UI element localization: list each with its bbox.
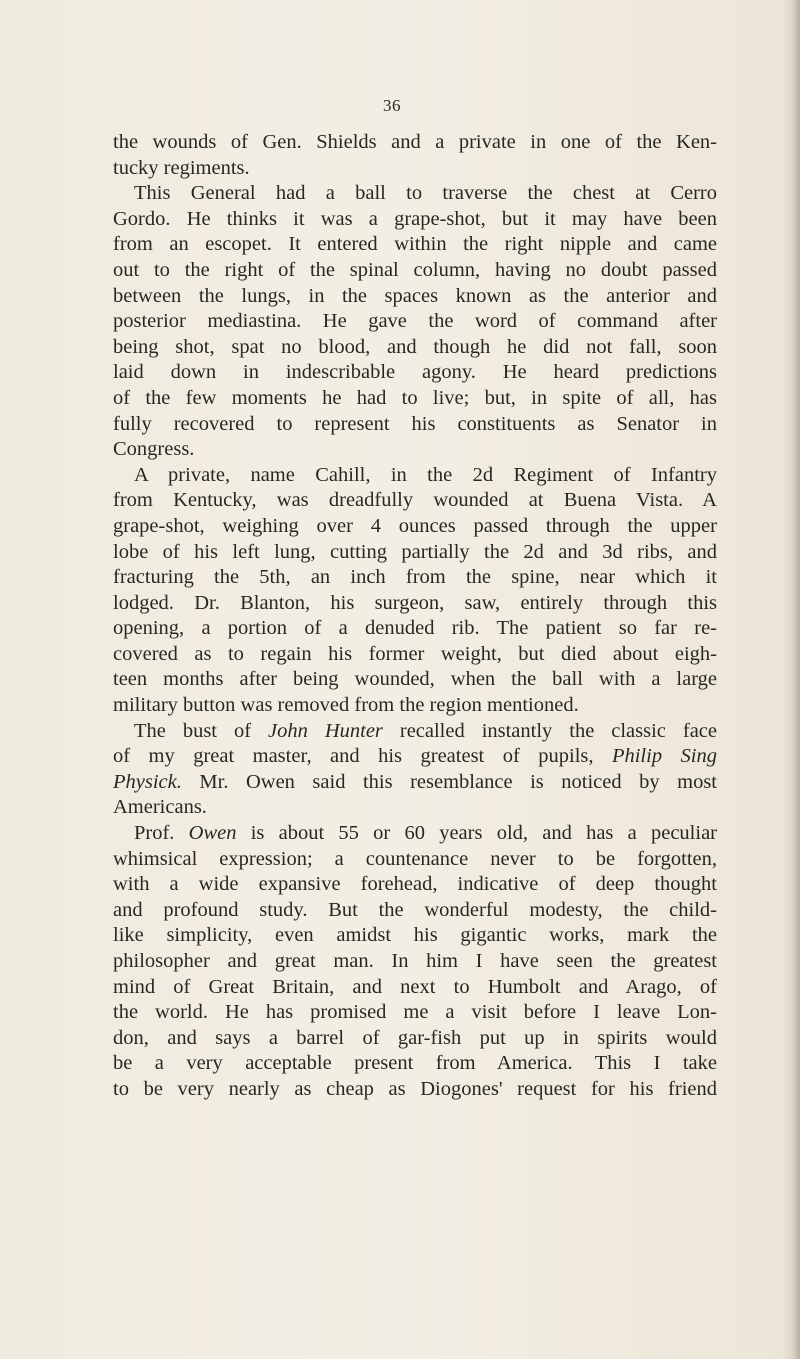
text-line: Congress. xyxy=(113,438,195,461)
text-line: covered as to regain his former weight, but died about eigh- xyxy=(113,642,717,665)
italic-name: Physick. xyxy=(113,770,182,793)
text-line: whimsical expression; a countenance never to be forgotten, xyxy=(113,847,717,870)
text-line: be a very acceptable present from America. This I take xyxy=(113,1052,717,1075)
text-line: out to the right of the spinal column, having no doubt passed xyxy=(113,258,717,281)
italic-name: Owen xyxy=(188,822,237,845)
text-line: the wounds of Gen. Shields and a private in one of the Ken- xyxy=(113,131,717,153)
text-line: Physick. Mr. Owen said this resemblance is noticed by most xyxy=(113,770,717,793)
page-number: 36 xyxy=(383,96,401,115)
text-line: grape-shot, weighing over 4 ounces passed through the upper xyxy=(113,514,717,537)
text-line: fully recovered to represent his constituents as Senator in xyxy=(113,412,717,435)
text-line: Gordo. He thinks it was a grape-shot, but it may have been xyxy=(113,207,717,230)
text-line: of my great master, and his greatest of pupils, Philip Sing xyxy=(113,745,717,768)
text-line: mind of Great Britain, and next to Humbolt and Arago, of xyxy=(113,975,717,998)
text-line: The bust of John Hunter recalled instantly the classic face xyxy=(134,719,717,742)
text-line: like simplicity, even amidst his gigantic works, mark the xyxy=(113,924,717,947)
text-line: of the few moments he had to live; but, in spite of all, has xyxy=(113,386,717,409)
text-line: opening, a portion of a denuded rib. The patient so far re- xyxy=(113,617,717,640)
text-line: from Kentucky, was dreadfully wounded at Buena Vista. A xyxy=(113,489,717,512)
text-line: A private, name Cahill, in the 2d Regiment of Infantry xyxy=(134,463,717,486)
text-line: tucky regiments. xyxy=(113,156,250,179)
italic-name: Philip Sing xyxy=(611,745,717,768)
text-line: military button was removed from the region mentioned. xyxy=(113,694,579,717)
text-line: This General had a ball to traverse the chest at Cerro xyxy=(134,182,717,205)
text-line: to be very nearly as cheap as Diogones' request for his friend xyxy=(113,1077,717,1100)
text-line: lodged. Dr. Blanton, his surgeon, saw, entirely through this xyxy=(113,591,717,614)
text-line: posterior mediastina. He gave the word of command after xyxy=(113,310,717,333)
text-line: Americans. xyxy=(113,796,207,819)
text-line: being shot, spat no blood, and though he did not fall, soon xyxy=(113,335,717,358)
text-line: fracturing the 5th, an inch from the spine, near which it xyxy=(113,566,717,589)
italic-name: John Hunter xyxy=(268,719,383,742)
text-line: Prof. Owen is about 55 or 60 years old, and has a peculiar xyxy=(134,822,717,845)
text-line: don, and says a barrel of gar-fish put up in spirits would xyxy=(113,1026,717,1049)
text-line: teen months after being wounded, when the ball with a large xyxy=(113,668,717,691)
text-line: the world. He has promised me a visit before I leave Lon- xyxy=(113,1001,717,1024)
text-line: from an escopet. It entered within the right nipple and came xyxy=(113,233,717,256)
text-line: lobe of his left lung, cutting partially the 2d and 3d ribs, and xyxy=(113,540,717,563)
text-line: with a wide expansive forehead, indicative of deep thought xyxy=(113,873,717,896)
text-line: laid down in indescribable agony. He heard predictions xyxy=(113,361,717,384)
text-line: between the lungs, in the spaces known as the anterior and xyxy=(113,284,717,307)
text-line: and profound study. But the wonderful modesty, the child- xyxy=(113,898,717,921)
body-text xyxy=(113,130,717,1103)
text-line: philosopher and great man. In him I have seen the greatest xyxy=(113,950,717,972)
page-edge-shadow xyxy=(782,0,800,1359)
